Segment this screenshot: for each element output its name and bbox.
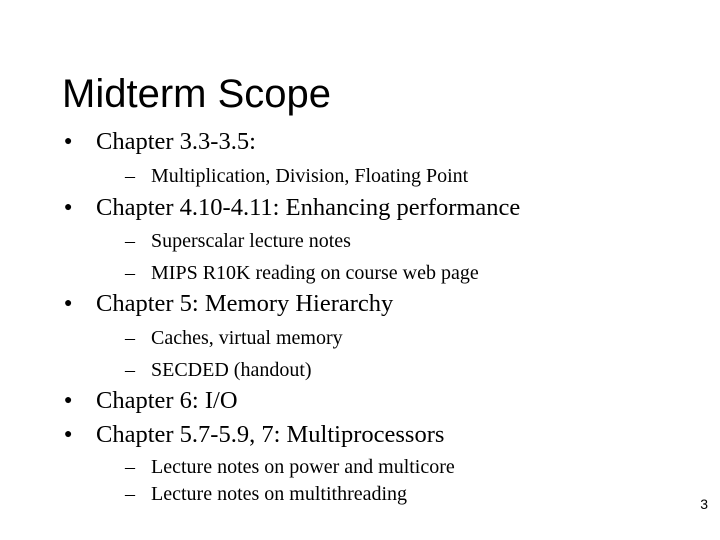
- sub-bullet-text: Caches, virtual memory: [151, 326, 343, 349]
- bullet-item: [64, 125, 256, 159]
- sub-bullet-text: Lecture notes on power and multicore: [151, 455, 455, 478]
- bullet-item: [64, 418, 444, 452]
- bullet-item: [64, 287, 393, 321]
- dash-icon: –: [125, 327, 135, 349]
- bullet-text: Chapter 5.7-5.9, 7: Multiprocessors: [96, 421, 445, 448]
- bullet-icon: ●: [64, 296, 73, 311]
- bullet-text: Chapter 6: I/O: [96, 387, 238, 414]
- bullet-item: [64, 384, 238, 418]
- sub-bullet-text: Superscalar lecture notes: [151, 229, 351, 252]
- bullet-icon: ●: [64, 393, 73, 408]
- dash-icon: –: [125, 262, 135, 284]
- sub-bullet-item: [125, 162, 468, 190]
- bullet-icon: ●: [64, 200, 73, 215]
- sub-bullet-text: SECDED (handout): [151, 358, 312, 381]
- dash-icon: –: [125, 165, 135, 187]
- page-number: 3: [700, 496, 708, 512]
- dash-icon: –: [125, 456, 135, 478]
- bullet-item: [64, 191, 520, 225]
- dash-icon: –: [125, 359, 135, 381]
- sub-bullet-item: [125, 453, 455, 481]
- sub-bullet-text: Lecture notes on multithreading: [151, 482, 408, 505]
- bullet-text: Chapter 5: Memory Hierarchy: [96, 290, 394, 317]
- sub-bullet-item: [125, 227, 351, 255]
- sub-bullet-item: [125, 324, 343, 352]
- sub-bullet-text: Multiplication, Division, Floating Point: [151, 164, 469, 187]
- bullet-text: Chapter 3.3-3.5:: [96, 128, 256, 155]
- sub-bullet-item: [125, 356, 312, 384]
- slide-title: Midterm Scope: [62, 72, 331, 116]
- sub-bullet-item: [125, 480, 407, 508]
- sub-bullet-text: MIPS R10K reading on course web page: [151, 261, 479, 284]
- bullet-icon: ●: [64, 134, 73, 149]
- sub-bullet-item: [125, 259, 479, 287]
- bullet-text: Chapter 4.10-4.11: Enhancing performance: [96, 194, 521, 221]
- dash-icon: –: [125, 230, 135, 252]
- bullet-icon: ●: [64, 427, 73, 442]
- dash-icon: –: [125, 483, 135, 505]
